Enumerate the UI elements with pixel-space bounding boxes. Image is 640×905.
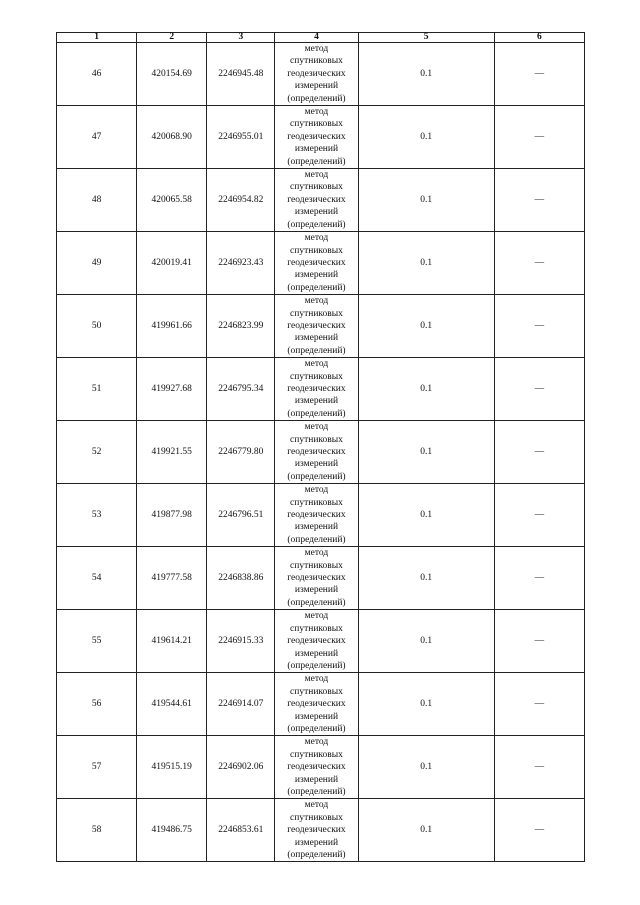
- table-row: [57, 799, 585, 862]
- y-coordinate-cell: 2246945.48: [207, 43, 275, 106]
- x-coordinate-cell: 420154.69: [137, 43, 207, 106]
- y-coordinate-cell: 2246902.06: [207, 736, 275, 799]
- method-cell: метод спутниковых геодезических измерений (определений): [275, 736, 358, 799]
- description-cell: —: [494, 43, 584, 106]
- accuracy-cell: 0.1: [358, 484, 494, 547]
- method-cell: метод спутниковых геодезических измерений (определений): [275, 43, 358, 106]
- x-coordinate-cell: 419544.61: [137, 673, 207, 736]
- header-col-4: 4: [275, 33, 358, 43]
- description-cell: —: [494, 169, 584, 232]
- accuracy-cell: 0.1: [358, 421, 494, 484]
- y-coordinate-cell: 2246914.07: [207, 673, 275, 736]
- point-number-cell: 57: [57, 736, 137, 799]
- y-coordinate-cell: 2246823.99: [207, 295, 275, 358]
- point-number-cell: 55: [57, 610, 137, 673]
- description-cell: —: [494, 799, 584, 862]
- x-coordinate-cell: 420068.90: [137, 106, 207, 169]
- x-coordinate-cell: 419614.21: [137, 610, 207, 673]
- x-coordinate-cell: 419927.68: [137, 358, 207, 421]
- method-cell: метод спутниковых геодезических измерений (определений): [275, 295, 358, 358]
- header-col-6: 6: [494, 33, 584, 43]
- method-cell: метод спутниковых геодезических измерений (определений): [275, 106, 358, 169]
- description-cell: —: [494, 736, 584, 799]
- method-cell: метод спутниковых геодезических измерений (определений): [275, 232, 358, 295]
- accuracy-cell: 0.1: [358, 547, 494, 610]
- method-cell: метод спутниковых геодезических измерений (определений): [275, 421, 358, 484]
- x-coordinate-cell: 419877.98: [137, 484, 207, 547]
- x-coordinate-cell: 420019.41: [137, 232, 207, 295]
- table-row: [57, 673, 585, 736]
- method-cell: метод спутниковых геодезических измерений (определений): [275, 484, 358, 547]
- accuracy-cell: 0.1: [358, 295, 494, 358]
- point-number-cell: 56: [57, 673, 137, 736]
- method-cell: метод спутниковых геодезических измерений (определений): [275, 169, 358, 232]
- description-cell: —: [494, 673, 584, 736]
- table-row: [57, 484, 585, 547]
- point-number-cell: 53: [57, 484, 137, 547]
- point-number-cell: 49: [57, 232, 137, 295]
- description-cell: —: [494, 106, 584, 169]
- x-coordinate-cell: 419961.66: [137, 295, 207, 358]
- coordinates-table: [56, 32, 585, 862]
- accuracy-cell: 0.1: [358, 673, 494, 736]
- point-number-cell: 51: [57, 358, 137, 421]
- description-cell: —: [494, 547, 584, 610]
- accuracy-cell: 0.1: [358, 232, 494, 295]
- method-cell: метод спутниковых геодезических измерений (определений): [275, 358, 358, 421]
- table-row: [57, 736, 585, 799]
- y-coordinate-cell: 2246954.82: [207, 169, 275, 232]
- table-row: [57, 358, 585, 421]
- y-coordinate-cell: 2246955.01: [207, 106, 275, 169]
- point-number-cell: 48: [57, 169, 137, 232]
- accuracy-cell: 0.1: [358, 736, 494, 799]
- point-number-cell: 52: [57, 421, 137, 484]
- header-col-1: 1: [57, 33, 137, 43]
- table-row: [57, 232, 585, 295]
- x-coordinate-cell: 419486.75: [137, 799, 207, 862]
- y-coordinate-cell: 2246853.61: [207, 799, 275, 862]
- y-coordinate-cell: 2246779.80: [207, 421, 275, 484]
- description-cell: —: [494, 421, 584, 484]
- method-cell: метод спутниковых геодезических измерений (определений): [275, 547, 358, 610]
- y-coordinate-cell: 2246915.33: [207, 610, 275, 673]
- y-coordinate-cell: 2246923.43: [207, 232, 275, 295]
- description-cell: —: [494, 358, 584, 421]
- accuracy-cell: 0.1: [358, 169, 494, 232]
- x-coordinate-cell: 419515.19: [137, 736, 207, 799]
- accuracy-cell: 0.1: [358, 43, 494, 106]
- table-row: [57, 169, 585, 232]
- method-cell: метод спутниковых геодезических измерений (определений): [275, 799, 358, 862]
- point-number-cell: 47: [57, 106, 137, 169]
- accuracy-cell: 0.1: [358, 106, 494, 169]
- table-row: [57, 106, 585, 169]
- x-coordinate-cell: 419921.55: [137, 421, 207, 484]
- table-row: [57, 295, 585, 358]
- y-coordinate-cell: 2246838.86: [207, 547, 275, 610]
- table-row: [57, 43, 585, 106]
- description-cell: —: [494, 295, 584, 358]
- table-row: [57, 421, 585, 484]
- table-row: [57, 547, 585, 610]
- accuracy-cell: 0.1: [358, 358, 494, 421]
- description-cell: —: [494, 610, 584, 673]
- description-cell: —: [494, 484, 584, 547]
- header-col-2: 2: [137, 33, 207, 43]
- x-coordinate-cell: 420065.58: [137, 169, 207, 232]
- accuracy-cell: 0.1: [358, 799, 494, 862]
- header-col-5: 5: [358, 33, 494, 43]
- accuracy-cell: 0.1: [358, 610, 494, 673]
- table-row: [57, 610, 585, 673]
- point-number-cell: 46: [57, 43, 137, 106]
- method-cell: метод спутниковых геодезических измерений (определений): [275, 673, 358, 736]
- table-header-row: [57, 33, 585, 43]
- header-col-3: 3: [207, 33, 275, 43]
- point-number-cell: 50: [57, 295, 137, 358]
- point-number-cell: 54: [57, 547, 137, 610]
- x-coordinate-cell: 419777.58: [137, 547, 207, 610]
- y-coordinate-cell: 2246796.51: [207, 484, 275, 547]
- y-coordinate-cell: 2246795.34: [207, 358, 275, 421]
- table-body: [57, 43, 585, 862]
- description-cell: —: [494, 232, 584, 295]
- method-cell: метод спутниковых геодезических измерений (определений): [275, 610, 358, 673]
- point-number-cell: 58: [57, 799, 137, 862]
